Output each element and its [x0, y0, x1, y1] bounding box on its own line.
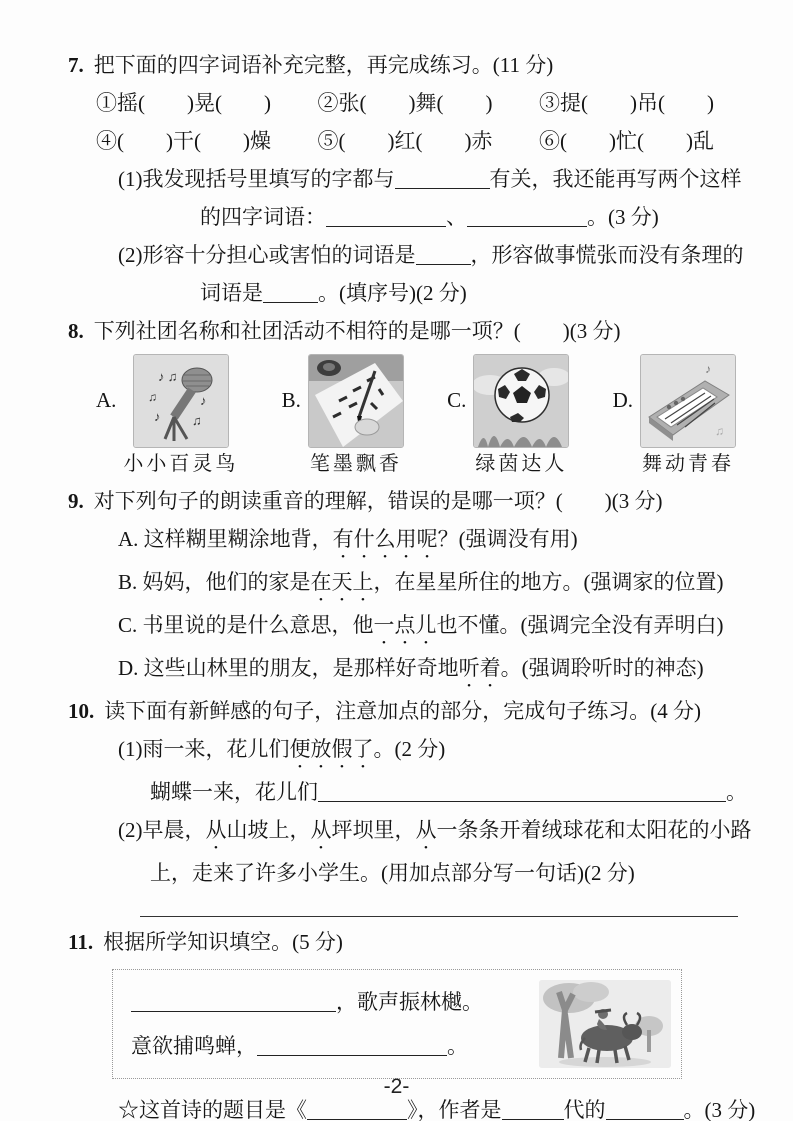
club-caption: 笔墨飘香 [309, 453, 402, 475]
svg-text:♫: ♫ [191, 413, 202, 428]
emphasized-text: 便放假了 [289, 737, 374, 761]
sub-question-text: 》，作者是 [407, 1098, 502, 1121]
question-text: 下列社团名称和社团活动不相符的是哪一项？( )(3 分) [93, 319, 621, 343]
question-text: 根据所学知识填空。(5 分) [103, 930, 343, 954]
sub-question-text: 。(3 分) [683, 1098, 756, 1121]
plain-text: 。(强调聆听时的神态) [500, 656, 704, 680]
question-text: 读下面有新鲜感的句子，注意加点的部分，完成句子练习。(4 分) [104, 699, 701, 723]
plain-text: A. 这样糊里糊涂地背， [118, 527, 333, 551]
question-11-title [68, 923, 757, 961]
sub-question-text: 。(填序号)(2 分) [318, 281, 467, 305]
poem-line-2 [131, 1024, 483, 1068]
fill-blank [467, 212, 587, 227]
option-label: A. [96, 388, 117, 412]
emphasized-text: 在天上 [310, 570, 374, 594]
emphasized-text: 有什么用呢 [332, 527, 438, 551]
fill-blank [502, 1105, 564, 1120]
svg-text:♪: ♪ [153, 409, 161, 424]
option-label: D. [612, 388, 633, 412]
fill-blank [395, 174, 490, 189]
idiom-item: ⑤( )红( )赤 [317, 129, 493, 153]
question-10 [68, 692, 757, 917]
question-10-title [68, 692, 757, 730]
q7-sub1-line2 [200, 198, 757, 236]
club-option-d [613, 354, 736, 480]
idiom-row-1 [96, 84, 714, 122]
svg-text:♫: ♫ [714, 424, 724, 438]
sub-question-text: 代的 [563, 1098, 606, 1121]
option-d [118, 649, 757, 692]
sub-question-text: ☆这首诗的题目是《 [118, 1098, 307, 1121]
plain-text: (2)早晨， [118, 818, 206, 842]
plain-text: 也不懂。(强调完全没有弄明白) [436, 613, 724, 637]
option-c [118, 606, 757, 649]
calligraphy-brush-image [308, 354, 404, 448]
svg-text:♫: ♫ [147, 390, 157, 404]
plain-text: 一条条开着绒球花和太阳花的小路 [436, 818, 752, 842]
plain-text: ？(强调没有用) [437, 527, 578, 551]
sub-question-text: (2)形容十分担心或害怕的词语是 [118, 243, 416, 267]
q7-sub2-line1 [118, 236, 757, 274]
question-number: 11. [68, 930, 94, 954]
sub-question-text: 。(3 分) [587, 205, 659, 229]
plain-text: D. 这些山林里的朋友，是那样好奇地 [118, 656, 459, 680]
question-8-title [68, 312, 757, 350]
fill-blank [318, 787, 726, 802]
question-number: 10. [68, 699, 95, 723]
plain-text: 坪坝里， [331, 818, 416, 842]
microphone-image [133, 354, 229, 448]
q10-item1 [118, 730, 757, 773]
question-number: 8. [68, 319, 84, 343]
fill-blank [326, 212, 446, 227]
question-text: 对下列句子的朗读重音的理解，错误的是哪一项？( )(3 分) [93, 489, 663, 513]
idiom-row-2 [96, 122, 714, 160]
fill-blank [263, 288, 318, 303]
option-label: B. [281, 388, 301, 412]
club-caption: 绿茵达人 [475, 453, 568, 475]
q10-item1-answer [150, 773, 757, 811]
question-7 [68, 46, 757, 312]
emphasized-text: 从 [415, 818, 437, 842]
sub-question-text: ，形容做事慌张而没有条理的 [470, 243, 744, 267]
fill-blank [606, 1105, 684, 1120]
emphasized-text: 从 [310, 818, 332, 842]
idiom-item: ⑥( )忙( )乱 [539, 129, 714, 153]
svg-text:♪ ♫: ♪ ♫ [157, 369, 178, 384]
boy-riding-buffalo-image [539, 980, 671, 1068]
plain-text: (1)雨一来，花儿们 [118, 737, 290, 761]
poem-line-1 [131, 980, 483, 1024]
poem-text: 。 [447, 1034, 468, 1058]
question-7-title [68, 46, 757, 84]
club-option-c [447, 354, 569, 480]
plain-text: 山坡上， [226, 818, 311, 842]
idiom-item: ①摇( )晃( ) [96, 91, 271, 115]
soccer-ball-image [473, 354, 569, 448]
plain-text: C. 书里说的是什么意思，他 [118, 613, 374, 637]
q10-item2-line2: 上，走来了许多小学生。(用加点部分写一句话)(2 分) [150, 861, 635, 885]
idiom-item: ③提( )吊( ) [539, 91, 714, 115]
emphasized-text: 一点儿 [373, 613, 437, 637]
option-label: C. [447, 388, 467, 412]
plain-text: ，在星星所住的地方。(强调家的位置) [373, 570, 724, 594]
poem-lines [131, 980, 483, 1068]
idiom-item: ②张( )舞( ) [317, 91, 493, 115]
club-caption: 舞动青春 [641, 453, 734, 475]
sub-question-text: 词语是 [200, 281, 263, 305]
q7-sub2-line2 [200, 274, 757, 312]
sub-question-text: (1)我发现括号里填写的字都与 [118, 167, 395, 191]
emphasized-text: 从 [205, 818, 227, 842]
option-a [118, 520, 757, 563]
fill-blank [131, 997, 336, 1012]
question-9-title [68, 482, 757, 520]
sub-question-text: 、 [446, 205, 467, 229]
question-9 [68, 482, 757, 692]
plain-text: B. 妈妈，他们的家是 [118, 570, 311, 594]
sub-question-text: 蝴蝶一来，花儿们 [150, 780, 318, 804]
club-option-a [96, 354, 238, 480]
poem-text: 意欲捕鸣蝉， [131, 1034, 257, 1058]
sub-question-text: 。 [726, 780, 747, 804]
q10-item2-line1 [118, 811, 757, 854]
svg-text:♪: ♪ [199, 393, 207, 408]
q7-sub1-line1 [118, 160, 757, 198]
fill-blank [257, 1041, 447, 1056]
page-number: -2- [383, 1075, 410, 1098]
answer-write-line [140, 908, 738, 917]
electronic-keyboard-image [640, 354, 736, 448]
idiom-item: ④( )干( )燥 [96, 129, 271, 153]
club-caption: 小小百灵鸟 [123, 453, 239, 475]
svg-text:♪: ♪ [704, 362, 711, 376]
sub-question-text: 有关，我还能再写两个这样 [489, 167, 742, 191]
poem-text: ，歌声振林樾。 [336, 990, 483, 1014]
question-8 [68, 312, 757, 480]
question-number: 7. [68, 53, 84, 77]
club-option-b [282, 354, 404, 480]
fill-blank [307, 1105, 407, 1120]
sub-question-text: 的四字词语： [200, 205, 326, 229]
question-text: 把下面的四字词语补充完整，再完成练习。(11 分) [93, 53, 554, 77]
option-b [118, 563, 757, 606]
club-options [96, 354, 736, 480]
question-number: 9. [68, 489, 84, 513]
fill-blank [416, 250, 471, 265]
plain-text: 。(2 分) [373, 737, 446, 761]
emphasized-text: 听着 [458, 656, 501, 680]
poem-box [112, 969, 682, 1079]
